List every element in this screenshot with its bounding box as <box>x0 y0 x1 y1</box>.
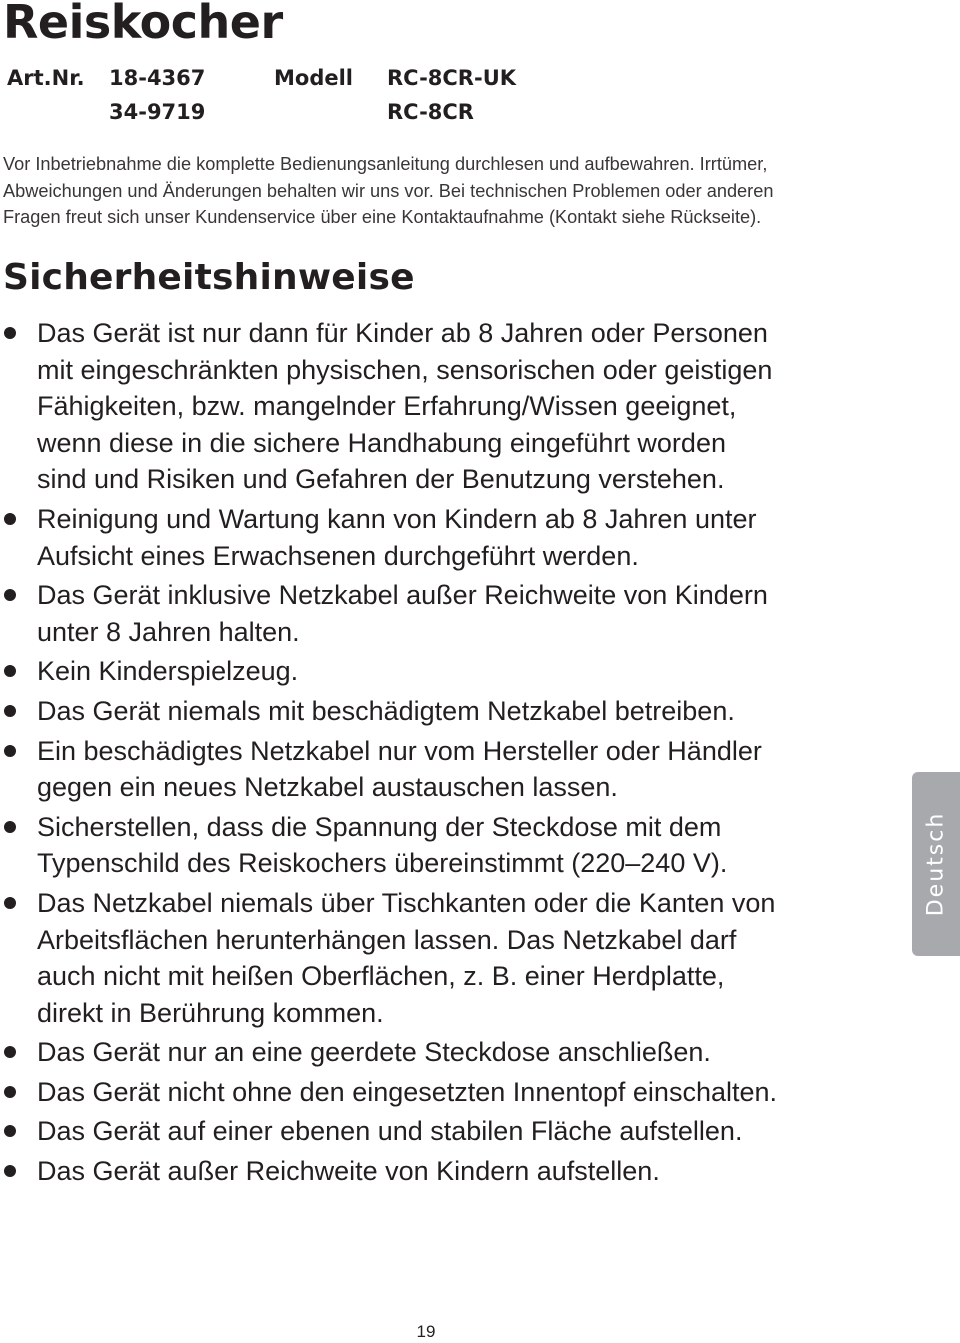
bullet-dot-icon <box>4 897 16 909</box>
bullet-text-line: gegen ein neues Netzkabel austauschen lassen. <box>37 772 618 803</box>
bullet-text-line: Sicherstellen, dass die Spannung der Steckdose mit dem <box>37 811 722 842</box>
bullet-text-line: Das Gerät außer Reichweite von Kindern aufstellen. <box>37 1156 660 1187</box>
bullet-text-line: Das Gerät ist nur dann für Kinder ab 8 Jahren oder Personen <box>37 318 768 348</box>
bullet-text-line: mit eingeschränkten physischen, sensorischen oder geistigen <box>37 354 773 385</box>
safety-bullet-item <box>0 1113 900 1150</box>
art-nr-value: 34-9719 <box>109 100 206 124</box>
bullet-text-line: Ein beschädigtes Netzkabel nur vom Hersteller oder Händler <box>37 735 762 766</box>
bullet-text-line: Kein Kinderspielzeug. <box>37 656 299 687</box>
bullet-text-line: Arbeitsflächen herunterhängen lassen. Das Netzkabel darf <box>37 924 737 955</box>
bullet-text-line: Das Gerät inklusive Netzkabel außer Reichweite von Kindern <box>37 580 768 611</box>
bullet-text-line: Das Gerät nicht ohne den eingesetzten Innentopf einschalten. <box>37 1076 778 1107</box>
page-title: Reiskocher <box>3 0 283 49</box>
intro-line: Abweichungen und Änderungen behalten wir uns vor. Bei technischen Problemen oder anderen <box>3 180 774 201</box>
language-tab <box>912 772 960 956</box>
safety-bullet-list <box>0 315 900 1193</box>
bullet-text-line: Das Gerät niemals mit beschädigtem Netzkabel betreiben. <box>37 695 735 726</box>
safety-bullet-item <box>0 577 900 650</box>
bullet-text-line: Das Gerät auf einer ebenen und stabilen Fläche aufstellen. <box>37 1116 743 1147</box>
intro-line: Fragen freut sich unser Kundenservice über eine Kontaktaufnahme (Kontakt siehe Rückseite). <box>3 207 762 227</box>
section-title: Sicherheitshinweise <box>3 257 415 298</box>
bullet-dot-icon <box>4 665 16 677</box>
bullet-text-line: Reinigung und Wartung kann von Kindern ab 8 Jahren unter <box>37 503 757 534</box>
bullet-text-line: Fähigkeiten, bzw. mangelnder Erfahrung/Wissen geeignet, <box>37 391 737 422</box>
bullet-text-line: Das Gerät nur an eine geerdete Steckdose anschließen. <box>37 1037 711 1068</box>
bullet-text-line: Aufsicht eines Erwachsenen durchgeführt werden. <box>37 540 639 571</box>
bullet-dot-icon <box>4 745 16 757</box>
safety-bullet-item <box>0 1034 900 1071</box>
bullet-dot-icon <box>4 1165 16 1177</box>
art-nr-label: Art.Nr. <box>7 66 85 90</box>
safety-bullet-item <box>0 1074 900 1111</box>
safety-bullet-item <box>0 885 900 1031</box>
model-value: RC-8CR <box>387 100 474 124</box>
safety-bullet-item <box>0 733 900 806</box>
intro-line: Vor Inbetriebnahme die komplette Bedienungsanleitung durchlesen und aufbewahren. Irrtümer, <box>3 154 768 174</box>
bullet-dot-icon <box>4 1086 16 1098</box>
safety-bullet-item <box>0 653 900 690</box>
intro-paragraph <box>3 151 903 231</box>
safety-bullet-item <box>0 809 900 882</box>
bullet-text-line: Typenschild des Reiskochers übereinstimmt (220–240 V). <box>37 848 728 879</box>
safety-bullet-item <box>0 1153 900 1190</box>
art-nr-value: 18-4367 <box>109 66 206 90</box>
safety-bullet-item <box>0 501 900 574</box>
bullet-dot-icon <box>4 1046 16 1058</box>
bullet-text-line: auch nicht mit heißen Oberflächen, z. B. einer Herdplatte, <box>37 961 725 992</box>
bullet-dot-icon <box>4 821 16 833</box>
model-label: Modell <box>274 66 353 90</box>
bullet-dot-icon <box>4 513 16 525</box>
language-tab-label: Deutsch <box>923 811 949 917</box>
bullet-text-line: Das Netzkabel niemals über Tischkanten oder die Kanten von <box>37 887 776 918</box>
page-number: 19 <box>416 1322 436 1341</box>
bullet-dot-icon <box>4 1125 16 1137</box>
bullet-dot-icon <box>4 589 16 601</box>
safety-bullet-item <box>0 693 900 730</box>
bullet-text-line: sind und Risiken und Gefahren der Benutzung verstehen. <box>37 464 725 495</box>
bullet-text-line: unter 8 Jahren halten. <box>37 616 300 647</box>
safety-bullet-item <box>0 315 900 498</box>
bullet-dot-icon <box>4 327 16 339</box>
bullet-text-line: direkt in Berührung kommen. <box>37 997 384 1028</box>
bullet-text-line: wenn diese in die sichere Handhabung eingeführt worden <box>37 427 726 458</box>
model-value: RC-8CR-UK <box>387 66 517 90</box>
bullet-dot-icon <box>4 705 16 717</box>
